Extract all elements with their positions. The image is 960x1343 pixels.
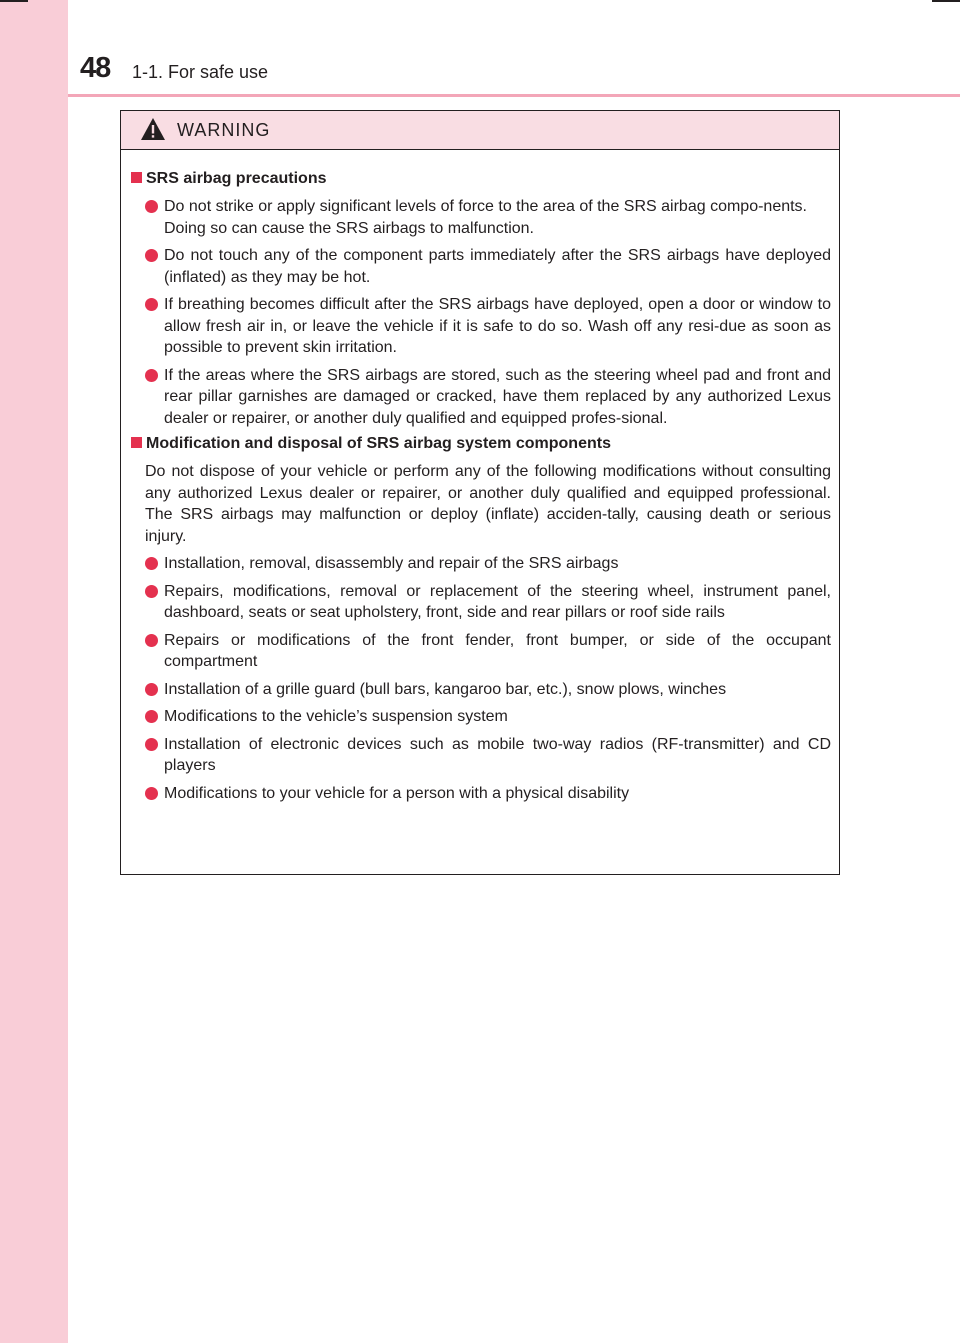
- crop-mark-right: [932, 0, 960, 2]
- section-heading-text: SRS airbag precautions: [146, 170, 327, 187]
- round-bullet-icon: [145, 683, 158, 696]
- warning-body: [121, 150, 839, 804]
- crop-mark-left: [0, 0, 28, 2]
- round-bullet-icon: [145, 787, 158, 800]
- square-bullet-icon: [131, 437, 142, 448]
- round-bullet-icon: [145, 200, 158, 213]
- list-item-text: Installation of electronic devices such as mobile two-way radios (RF-transmitter) and CD players: [164, 735, 831, 774]
- list-item: [131, 630, 831, 673]
- list-item-text: Installation, removal, disassembly and repair of the SRS airbags: [164, 555, 619, 572]
- list-item: [131, 294, 831, 359]
- side-color-band: [0, 0, 68, 1343]
- list-item: [131, 734, 831, 777]
- list-item-text: Installation of a grille guard (bull bars, kangaroo bar, etc.), snow plows, winches: [164, 680, 727, 698]
- list-item-text: Do not strike or apply significant levels of force to the area of the SRS airbag compo-nents. Doing so can cause the SRS airbags to malfunction.: [164, 198, 807, 237]
- list-item-text: Modifications to the vehicle’s suspension system: [164, 708, 508, 725]
- section-heading-text: Modification and disposal of SRS airbag system components: [146, 435, 611, 452]
- round-bullet-icon: [145, 710, 158, 723]
- section-heading: [131, 435, 831, 453]
- list-item-text: Do not touch any of the component parts immediately after the SRS airbags have deployed (inflated) as they may be hot.: [164, 247, 831, 286]
- section-title: 1-1. For safe use: [132, 62, 269, 82]
- round-bullet-icon: [145, 585, 158, 598]
- list-item: [131, 553, 831, 575]
- section-heading: [131, 170, 831, 188]
- list-item-text: If breathing becomes difficult after the SRS airbags have deployed, open a door or window to allow fresh air in, or leave the vehicle if it is safe to do so. Wash off any resi-due as soon as possible to prevent skin irritation.: [164, 296, 831, 356]
- square-bullet-icon: [131, 172, 142, 183]
- round-bullet-icon: [145, 369, 158, 382]
- section-intro: Do not dispose of your vehicle or perform any of the following modifications without consulting any authorized Lexus dealer or repairer, or another duly qualified and equipped professional. The SRS airbags may malfunction or deploy (inflate) acciden-tally, causing death or serious injury.: [145, 463, 831, 545]
- round-bullet-icon: [145, 298, 158, 311]
- list-item: [131, 245, 831, 288]
- warning-box: [120, 110, 840, 875]
- list-item-text: Modifications to your vehicle for a person with a physical disability: [164, 784, 630, 802]
- list-item: [131, 679, 831, 701]
- round-bullet-icon: [145, 738, 158, 751]
- list-item-text: Repairs, modifications, removal or replacement of the steering wheel, instrument panel, dashboard, seats or seat upholstery, front, side and rear pillars or roof side rails: [164, 582, 831, 621]
- warning-title: WARNING: [177, 120, 271, 140]
- list-item-text: If the areas where the SRS airbags are stored, such as the steering wheel pad and front and rear pillar garnishes are damaged or cracked, have them replaced by any authorized Lexus dealer or repairer, or another duly qualified and equipped profes-sional.: [164, 366, 831, 427]
- warning-triangle-icon: [140, 117, 166, 141]
- header-rule: [68, 94, 960, 97]
- list-item: [131, 196, 831, 239]
- list-item: [131, 365, 831, 430]
- page-number: 48: [80, 52, 111, 84]
- round-bullet-icon: [145, 557, 158, 570]
- list-item: [131, 783, 831, 805]
- warning-header: [121, 111, 839, 150]
- list-item: [131, 581, 831, 624]
- round-bullet-icon: [145, 249, 158, 262]
- list-item: [131, 706, 831, 728]
- round-bullet-icon: [145, 634, 158, 647]
- list-item-text: Repairs or modifications of the front fender, front bumper, or side of the occupant compartment: [164, 631, 831, 670]
